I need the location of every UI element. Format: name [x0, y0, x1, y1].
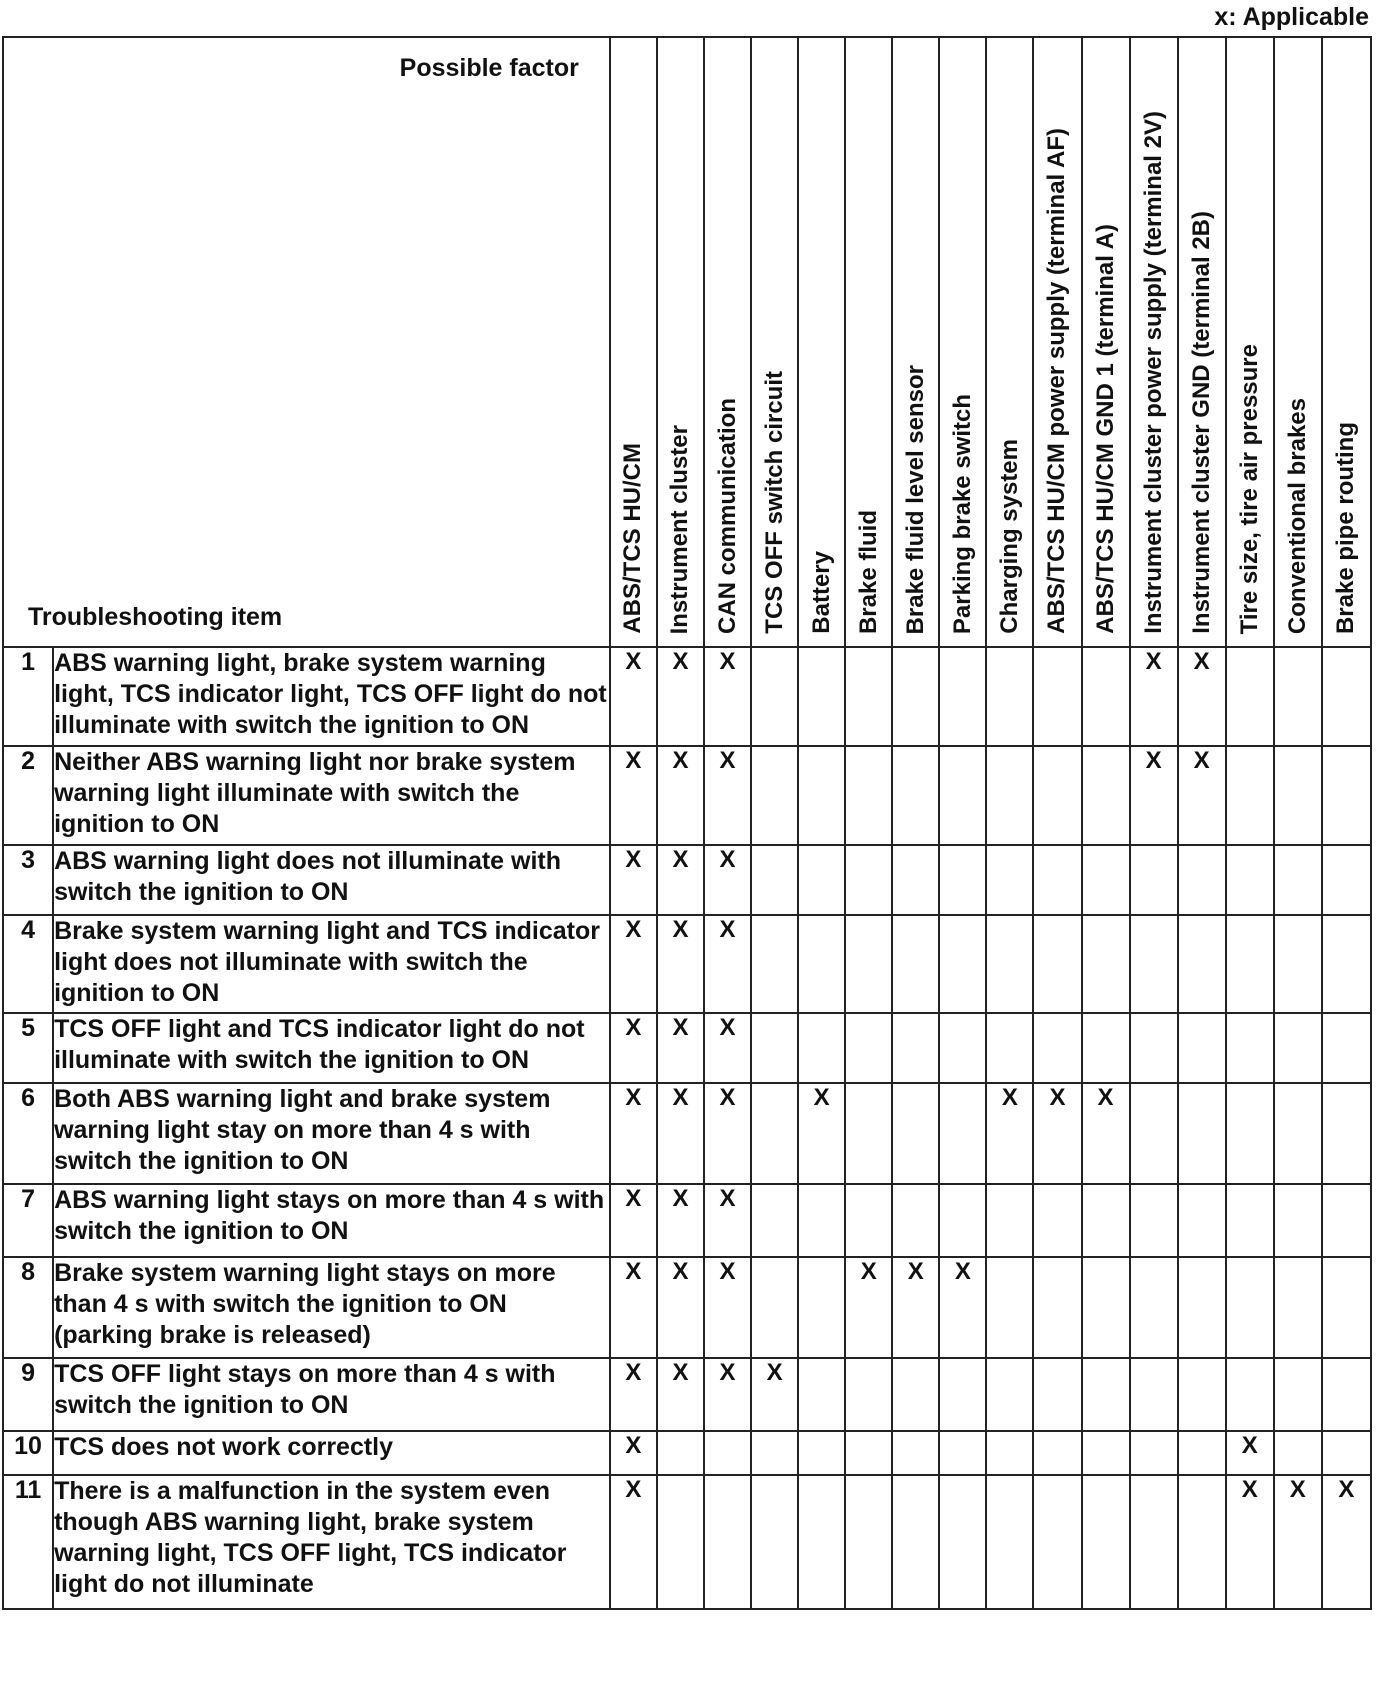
- empty-cell: [1130, 1475, 1178, 1609]
- empty-cell: [1178, 1013, 1226, 1083]
- empty-cell: [1322, 1013, 1371, 1083]
- applicable-mark: X: [610, 1431, 657, 1475]
- empty-cell: [892, 746, 939, 845]
- applicable-mark: X: [657, 746, 704, 845]
- factor-label: Instrument cluster power supply (terminal 2V): [1139, 111, 1167, 634]
- applicable-mark: X: [939, 1257, 986, 1358]
- empty-cell: [798, 1358, 845, 1431]
- header-row: [3, 37, 1371, 647]
- empty-cell: [1178, 915, 1226, 1013]
- table-row: [3, 746, 1371, 845]
- applicable-mark: X: [704, 1013, 751, 1083]
- empty-cell: [657, 1475, 704, 1609]
- applicable-mark: X: [657, 845, 704, 915]
- troubleshooting-item: ABS warning light does not illuminate with switch the ignition to ON: [53, 845, 610, 915]
- empty-cell: [1226, 746, 1274, 845]
- empty-cell: [892, 1431, 939, 1475]
- applicable-mark: X: [704, 1358, 751, 1431]
- empty-cell: [1082, 1184, 1130, 1257]
- empty-cell: [751, 1013, 798, 1083]
- empty-cell: [986, 1184, 1033, 1257]
- empty-cell: [986, 915, 1033, 1013]
- empty-cell: [1274, 1431, 1322, 1475]
- empty-cell: [1130, 1257, 1178, 1358]
- empty-cell: [751, 1257, 798, 1358]
- empty-cell: [1033, 1475, 1081, 1609]
- empty-cell: [1322, 845, 1371, 915]
- empty-cell: [845, 1013, 892, 1083]
- empty-cell: [1082, 1358, 1130, 1431]
- troubleshooting-item: TCS OFF light stays on more than 4 s with switch the ignition to ON: [53, 1358, 610, 1431]
- empty-cell: [1274, 845, 1322, 915]
- troubleshooting-item: Both ABS warning light and brake system warning light stay on more than 4 s with switch the ignition to ON: [53, 1083, 610, 1184]
- applicable-mark: X: [1322, 1475, 1371, 1609]
- empty-cell: [1178, 1257, 1226, 1358]
- empty-cell: [751, 647, 798, 746]
- possible-factor-label: Possible factor: [399, 54, 579, 82]
- empty-cell: [1082, 1013, 1130, 1083]
- factor-header: [1033, 37, 1081, 647]
- empty-cell: [1322, 1431, 1371, 1475]
- empty-cell: [1082, 1257, 1130, 1358]
- empty-cell: [1130, 1083, 1178, 1184]
- table-row: [3, 1184, 1371, 1257]
- factor-header: [1226, 37, 1274, 647]
- empty-cell: [798, 915, 845, 1013]
- applicable-mark: X: [1274, 1475, 1322, 1609]
- empty-cell: [845, 647, 892, 746]
- empty-cell: [892, 1184, 939, 1257]
- empty-cell: [986, 647, 1033, 746]
- empty-cell: [986, 845, 1033, 915]
- empty-cell: [1274, 1013, 1322, 1083]
- empty-cell: [1226, 1013, 1274, 1083]
- factor-label: Instrument cluster: [666, 424, 694, 634]
- table-body: [3, 647, 1371, 1609]
- empty-cell: [1130, 845, 1178, 915]
- empty-cell: [1130, 1431, 1178, 1475]
- applicable-mark: X: [892, 1257, 939, 1358]
- factor-label: ABS/TCS HU/CM power supply (terminal AF): [1043, 128, 1071, 634]
- empty-cell: [798, 1475, 845, 1609]
- empty-cell: [1274, 915, 1322, 1013]
- factor-header: [1082, 37, 1130, 647]
- row-number: 6: [3, 1083, 53, 1184]
- troubleshooting-item: Neither ABS warning light nor brake system warning light illuminate with switch the ignition to ON: [53, 746, 610, 845]
- empty-cell: [892, 647, 939, 746]
- applicable-mark: X: [610, 845, 657, 915]
- applicable-mark: X: [610, 1257, 657, 1358]
- applicable-mark: X: [704, 1184, 751, 1257]
- empty-cell: [1033, 1184, 1081, 1257]
- empty-cell: [751, 746, 798, 845]
- factor-label: Charging system: [995, 439, 1023, 634]
- factor-label: CAN communication: [713, 397, 741, 634]
- empty-cell: [986, 746, 1033, 845]
- table-row: [3, 1358, 1371, 1431]
- empty-cell: [1322, 746, 1371, 845]
- empty-cell: [939, 1083, 986, 1184]
- table-row: [3, 1257, 1371, 1358]
- applicable-mark: X: [845, 1257, 892, 1358]
- applicable-mark: X: [657, 915, 704, 1013]
- empty-cell: [892, 1083, 939, 1184]
- factor-header: [610, 37, 657, 647]
- factor-label: Battery: [807, 551, 835, 634]
- empty-cell: [657, 1431, 704, 1475]
- empty-cell: [845, 845, 892, 915]
- empty-cell: [1082, 1431, 1130, 1475]
- empty-cell: [939, 746, 986, 845]
- empty-cell: [751, 1431, 798, 1475]
- empty-cell: [751, 915, 798, 1013]
- applicable-mark: X: [610, 647, 657, 746]
- applicable-mark: X: [986, 1083, 1033, 1184]
- empty-cell: [892, 915, 939, 1013]
- factor-label: Brake pipe routing: [1332, 421, 1360, 634]
- applicable-mark: X: [657, 1013, 704, 1083]
- empty-cell: [892, 1358, 939, 1431]
- empty-cell: [1082, 1475, 1130, 1609]
- empty-cell: [1178, 1431, 1226, 1475]
- table-row: [3, 915, 1371, 1013]
- applicable-mark: X: [1130, 647, 1178, 746]
- empty-cell: [751, 1083, 798, 1184]
- empty-cell: [798, 647, 845, 746]
- factor-label: Brake fluid level sensor: [901, 364, 929, 634]
- header-corner: [3, 37, 610, 647]
- empty-cell: [798, 845, 845, 915]
- empty-cell: [939, 1013, 986, 1083]
- empty-cell: [939, 845, 986, 915]
- applicable-mark: X: [610, 915, 657, 1013]
- empty-cell: [1178, 1184, 1226, 1257]
- empty-cell: [751, 845, 798, 915]
- empty-cell: [939, 1184, 986, 1257]
- applicable-mark: X: [610, 1475, 657, 1609]
- troubleshooting-item: There is a malfunction in the system even though ABS warning light, brake system warning light, TCS OFF light, TCS indicator light do not illuminate: [53, 1475, 610, 1609]
- applicable-mark: X: [610, 1083, 657, 1184]
- factor-label: Parking brake switch: [948, 393, 976, 634]
- applicable-mark: X: [657, 647, 704, 746]
- empty-cell: [1130, 915, 1178, 1013]
- factor-header: [939, 37, 986, 647]
- empty-cell: [798, 1257, 845, 1358]
- empty-cell: [986, 1257, 1033, 1358]
- legend-applicable: x: Applicable: [1214, 3, 1369, 31]
- empty-cell: [704, 1475, 751, 1609]
- empty-cell: [1178, 845, 1226, 915]
- factor-label: Brake fluid: [854, 509, 882, 634]
- empty-cell: [845, 1475, 892, 1609]
- empty-cell: [1322, 1358, 1371, 1431]
- factor-label: ABS/TCS HU/CM: [619, 443, 647, 634]
- empty-cell: [1033, 1358, 1081, 1431]
- row-number: 7: [3, 1184, 53, 1257]
- empty-cell: [845, 1358, 892, 1431]
- empty-cell: [1226, 1184, 1274, 1257]
- table-row: [3, 1475, 1371, 1609]
- empty-cell: [986, 1358, 1033, 1431]
- empty-cell: [1033, 1013, 1081, 1083]
- empty-cell: [1130, 1013, 1178, 1083]
- table-row: [3, 1083, 1371, 1184]
- empty-cell: [1178, 1358, 1226, 1431]
- empty-cell: [845, 1083, 892, 1184]
- factor-label: Conventional brakes: [1283, 397, 1311, 634]
- empty-cell: [1226, 647, 1274, 746]
- troubleshooting-item: ABS warning light stays on more than 4 s with switch the ignition to ON: [53, 1184, 610, 1257]
- applicable-mark: X: [704, 1257, 751, 1358]
- factor-header: [1178, 37, 1226, 647]
- applicable-mark: X: [704, 845, 751, 915]
- factor-header: [798, 37, 845, 647]
- table-row: [3, 647, 1371, 746]
- applicable-mark: X: [1226, 1475, 1274, 1609]
- applicable-mark: X: [704, 647, 751, 746]
- empty-cell: [1322, 1083, 1371, 1184]
- empty-cell: [798, 1013, 845, 1083]
- row-number: 3: [3, 845, 53, 915]
- empty-cell: [1274, 746, 1322, 845]
- applicable-mark: X: [610, 1013, 657, 1083]
- row-number: 4: [3, 915, 53, 1013]
- empty-cell: [1178, 1475, 1226, 1609]
- empty-cell: [1226, 915, 1274, 1013]
- empty-cell: [798, 1431, 845, 1475]
- factor-label: TCS OFF switch circuit: [760, 371, 788, 634]
- troubleshooting-item: Brake system warning light stays on more than 4 s with switch the ignition to ON (parking brake is released): [53, 1257, 610, 1358]
- troubleshooting-item: TCS OFF light and TCS indicator light do not illuminate with switch the ignition to ON: [53, 1013, 610, 1083]
- empty-cell: [1274, 1184, 1322, 1257]
- empty-cell: [845, 746, 892, 845]
- empty-cell: [939, 915, 986, 1013]
- empty-cell: [1226, 1358, 1274, 1431]
- row-number: 8: [3, 1257, 53, 1358]
- applicable-mark: X: [798, 1083, 845, 1184]
- factor-header: [845, 37, 892, 647]
- empty-cell: [751, 1475, 798, 1609]
- applicable-mark: X: [1082, 1083, 1130, 1184]
- troubleshooting-table: [2, 36, 1372, 1610]
- empty-cell: [1033, 746, 1081, 845]
- factor-label: ABS/TCS HU/CM GND 1 (terminal A): [1091, 224, 1119, 634]
- empty-cell: [1082, 647, 1130, 746]
- empty-cell: [1274, 1358, 1322, 1431]
- empty-cell: [1226, 845, 1274, 915]
- factor-header: [751, 37, 798, 647]
- empty-cell: [845, 915, 892, 1013]
- empty-cell: [751, 1184, 798, 1257]
- empty-cell: [798, 1184, 845, 1257]
- empty-cell: [986, 1431, 1033, 1475]
- applicable-mark: X: [657, 1083, 704, 1184]
- factor-header: [1322, 37, 1371, 647]
- empty-cell: [1322, 647, 1371, 746]
- empty-cell: [1178, 1083, 1226, 1184]
- empty-cell: [939, 1431, 986, 1475]
- empty-cell: [1082, 915, 1130, 1013]
- empty-cell: [1033, 845, 1081, 915]
- row-number: 2: [3, 746, 53, 845]
- empty-cell: [1322, 915, 1371, 1013]
- empty-cell: [939, 1475, 986, 1609]
- applicable-mark: X: [610, 1358, 657, 1431]
- empty-cell: [1322, 1184, 1371, 1257]
- empty-cell: [798, 746, 845, 845]
- factor-header: [704, 37, 751, 647]
- applicable-mark: X: [1178, 647, 1226, 746]
- empty-cell: [1130, 1184, 1178, 1257]
- empty-cell: [1033, 915, 1081, 1013]
- factor-header: [986, 37, 1033, 647]
- empty-cell: [1033, 1257, 1081, 1358]
- empty-cell: [986, 1475, 1033, 1609]
- applicable-mark: X: [704, 1083, 751, 1184]
- factor-label: Instrument cluster GND (terminal 2B): [1187, 211, 1215, 634]
- row-number: 10: [3, 1431, 53, 1475]
- empty-cell: [1322, 1257, 1371, 1358]
- troubleshooting-item: Brake system warning light and TCS indicator light does not illuminate with switch the ignition to ON: [53, 915, 610, 1013]
- applicable-mark: X: [657, 1257, 704, 1358]
- empty-cell: [892, 1013, 939, 1083]
- applicable-mark: X: [704, 915, 751, 1013]
- applicable-mark: X: [1130, 746, 1178, 845]
- empty-cell: [1082, 845, 1130, 915]
- factor-header: [1274, 37, 1322, 647]
- troubleshooting-item: ABS warning light, brake system warning light, TCS indicator light, TCS OFF light do not illuminate with switch the ignition to ON: [53, 647, 610, 746]
- table-row: [3, 1013, 1371, 1083]
- empty-cell: [1033, 1431, 1081, 1475]
- empty-cell: [1082, 746, 1130, 845]
- applicable-mark: X: [1178, 746, 1226, 845]
- factor-header: [892, 37, 939, 647]
- empty-cell: [892, 845, 939, 915]
- empty-cell: [1274, 647, 1322, 746]
- applicable-mark: X: [1226, 1431, 1274, 1475]
- row-number: 5: [3, 1013, 53, 1083]
- empty-cell: [845, 1431, 892, 1475]
- applicable-mark: X: [704, 746, 751, 845]
- table-row: [3, 845, 1371, 915]
- factor-header: [1130, 37, 1178, 647]
- factor-header: [657, 37, 704, 647]
- empty-cell: [1033, 647, 1081, 746]
- factor-label: Tire size, tire air pressure: [1235, 343, 1263, 634]
- empty-cell: [1226, 1083, 1274, 1184]
- empty-cell: [1274, 1257, 1322, 1358]
- empty-cell: [704, 1431, 751, 1475]
- empty-cell: [892, 1475, 939, 1609]
- empty-cell: [939, 1358, 986, 1431]
- empty-cell: [1274, 1083, 1322, 1184]
- empty-cell: [939, 647, 986, 746]
- troubleshooting-item-label: Troubleshooting item: [28, 603, 283, 631]
- row-number: 1: [3, 647, 53, 746]
- row-number: 11: [3, 1475, 53, 1609]
- empty-cell: [845, 1184, 892, 1257]
- empty-cell: [1226, 1257, 1274, 1358]
- applicable-mark: X: [751, 1358, 798, 1431]
- empty-cell: [986, 1013, 1033, 1083]
- empty-cell: [1130, 1358, 1178, 1431]
- applicable-mark: X: [1033, 1083, 1081, 1184]
- row-number: 9: [3, 1358, 53, 1431]
- table-row: [3, 1431, 1371, 1475]
- applicable-mark: X: [657, 1358, 704, 1431]
- applicable-mark: X: [610, 1184, 657, 1257]
- applicable-mark: X: [610, 746, 657, 845]
- troubleshooting-item: TCS does not work correctly: [53, 1431, 610, 1475]
- applicable-mark: X: [657, 1184, 704, 1257]
